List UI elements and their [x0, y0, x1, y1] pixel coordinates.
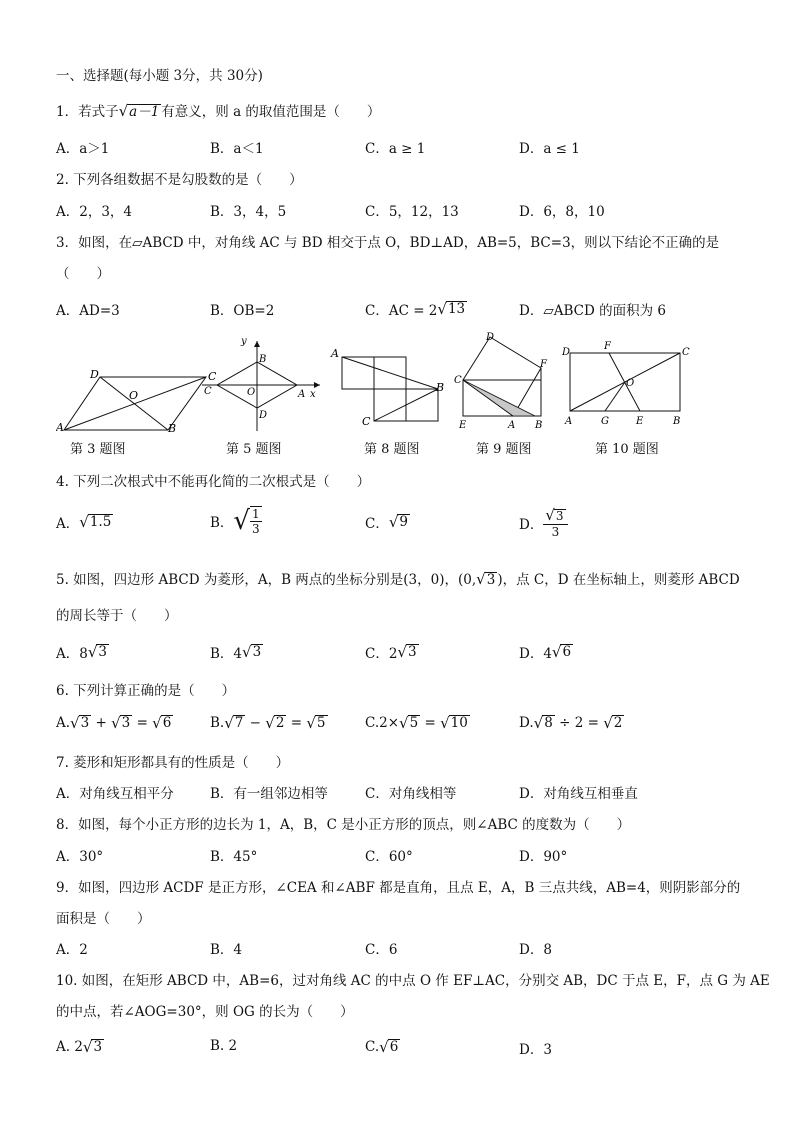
- radicand: 3: [80, 715, 90, 732]
- denominator: 3: [551, 525, 560, 539]
- q2-options: [56, 200, 736, 224]
- operator: +: [95, 715, 107, 731]
- q5-option-b[interactable]: [210, 642, 263, 662]
- label-b: B: [535, 420, 543, 431]
- q5-option-d-radicand: 6: [562, 644, 572, 661]
- q7-option-b[interactable]: B．有一组邻边相等: [210, 786, 328, 802]
- q6-option-b[interactable]: [210, 714, 328, 732]
- label-o: O: [129, 389, 139, 402]
- q9-option-b[interactable]: B．4: [210, 942, 243, 958]
- segment-og: [605, 382, 625, 411]
- figure-8-grid: [328, 335, 453, 435]
- sqrt-sign: √: [82, 1038, 93, 1056]
- q4-option-b-fraction: [250, 506, 262, 537]
- equals: =: [290, 715, 303, 731]
- q9-option-d[interactable]: D．8: [519, 942, 552, 958]
- q6-option-c-label: C.: [365, 715, 380, 731]
- caption-fig-9: 第 9 题图: [476, 442, 532, 457]
- q4-option-d-label: D．: [519, 516, 544, 533]
- equals: =: [136, 715, 148, 731]
- q7-option-d[interactable]: D．对角线互相垂直: [519, 786, 638, 802]
- q4-option-a-radicand: 1.5: [89, 514, 112, 531]
- q2-option-d[interactable]: D．6，8，10: [519, 204, 605, 220]
- radicand: 8: [544, 715, 553, 732]
- q4-option-b-label: B．: [210, 515, 234, 532]
- caption-fig-5: 第 5 题图: [226, 442, 282, 457]
- q10-option-c-label: C.: [365, 1039, 380, 1055]
- q10-option-c-radicand: 6: [389, 1039, 399, 1056]
- x-axis-arrow: [314, 382, 320, 388]
- q6-option-c[interactable]: [365, 714, 470, 732]
- sqrt-sign: √: [379, 1038, 389, 1056]
- q1-option-a[interactable]: A．a＞1: [56, 141, 110, 157]
- q5-option-c-label: C．2: [365, 646, 398, 662]
- label-y: y: [241, 336, 247, 347]
- q10-options: [56, 1038, 736, 1062]
- label-a: A: [565, 416, 573, 427]
- sqrt-sign: √: [388, 513, 399, 531]
- q6-option-b-label: B.: [210, 715, 225, 731]
- q4-options: [56, 506, 736, 548]
- q1-radicand: a－1: [129, 104, 160, 120]
- q1-option-d[interactable]: D．a ≤ 1: [519, 141, 580, 157]
- label-b: B: [673, 416, 681, 427]
- label-b: B: [259, 354, 267, 365]
- coefficient: 2×: [379, 715, 400, 731]
- label-c: C: [362, 415, 371, 428]
- q5-option-d[interactable]: [519, 642, 573, 662]
- label-c: C: [454, 375, 462, 386]
- figure-3-parallelogram: [56, 335, 216, 435]
- operator: ÷ 2 =: [559, 715, 599, 731]
- equals: =: [424, 715, 436, 731]
- label-c: C: [682, 347, 690, 358]
- question-3: 3．如图，在▱ABCD 中，对角线 AC 与 BD 相交于点 O，BD⊥AD，AB=5，BC=3，则以下结论不正确的是: [56, 235, 720, 251]
- sqrt-sign: √: [440, 714, 450, 732]
- q5-point-b-close: ): [497, 572, 503, 588]
- sqrt-sign: √: [79, 513, 89, 531]
- q1-stem-pre: 1．若式子: [56, 104, 119, 120]
- numerator: 1: [252, 507, 260, 521]
- figure-9-square: [453, 330, 553, 435]
- q9-options: [56, 938, 736, 962]
- q7-option-a[interactable]: A．对角线互相平分: [56, 786, 174, 802]
- diagonal-ac: [64, 377, 206, 430]
- label-g: G: [601, 416, 609, 427]
- q3-option-c-text: C．AC = 2: [365, 303, 438, 319]
- label-e: E: [636, 416, 644, 427]
- label-a: A: [331, 347, 339, 360]
- q2-option-c[interactable]: C．5，12，13: [365, 204, 459, 220]
- label-d: D: [486, 332, 495, 343]
- sqrt-sign: √: [306, 714, 316, 732]
- caption-fig-10: 第 10 题图: [595, 442, 659, 457]
- denominator: 3: [252, 522, 260, 537]
- q5-point-b-open: (0,: [458, 572, 477, 588]
- q10-option-c[interactable]: [365, 1038, 400, 1056]
- question-9-line-2: 面积是（ ）: [56, 911, 151, 927]
- q5-option-b-radicand: 3: [252, 644, 262, 661]
- sqrt-sign: √: [70, 714, 80, 732]
- label-c: C: [204, 386, 212, 397]
- q1-options: [56, 137, 736, 161]
- q4-option-a[interactable]: [56, 512, 113, 532]
- q1-option-b[interactable]: B．a＜1: [210, 141, 264, 157]
- sqrt-sign: √: [551, 643, 562, 661]
- q8-options: [56, 845, 736, 869]
- label-x: x: [310, 389, 316, 400]
- q3-option-b[interactable]: B．OB=2: [210, 303, 275, 319]
- q5-option-c-radicand: 3: [407, 644, 417, 661]
- radicand: 2: [613, 715, 623, 732]
- q8-option-b[interactable]: B．45°: [210, 849, 258, 865]
- label-o: O: [247, 387, 256, 398]
- radicand: 2: [275, 715, 285, 732]
- radicand: 6: [162, 715, 172, 732]
- question-7: 7. 菱形和矩形都具有的性质是（ ）: [56, 755, 290, 771]
- q5-option-d-label: D．4: [519, 646, 552, 662]
- operator: −: [249, 715, 261, 731]
- q2-option-a[interactable]: A．2，3，4: [56, 204, 133, 220]
- diagonal-bd: [100, 377, 168, 430]
- q6-option-a[interactable]: [56, 714, 173, 732]
- q10-option-a-radicand: 3: [93, 1039, 103, 1056]
- q5-option-c[interactable]: [365, 642, 419, 662]
- q5-option-b-label: B．4: [210, 646, 243, 662]
- q7-option-c[interactable]: C．对角线相等: [365, 786, 457, 802]
- q5-options: [56, 642, 736, 666]
- question-9: 9．如图，四边形 ACDF 是正方形，∠CEA 和∠ABF 都是直角，且点 E，A，B 三点共线，AB=4，则阴影部分的: [56, 880, 741, 896]
- label-e: E: [459, 420, 467, 431]
- label-d: D: [90, 368, 99, 381]
- y-axis-arrow: [254, 341, 260, 347]
- q8-option-c[interactable]: C．60°: [365, 849, 413, 865]
- sqrt-sign: √: [533, 714, 544, 732]
- question-4: 4. 下列二次根式中不能再化简的二次根式是（ ）: [56, 474, 371, 490]
- q6-option-a-label: A.: [56, 715, 71, 731]
- grid-square: [374, 389, 406, 421]
- q4-option-a-label: A．: [56, 516, 80, 532]
- numerator: [543, 506, 567, 525]
- label-f: F: [540, 359, 547, 370]
- q3-option-c-radicand: 13: [447, 301, 466, 318]
- q9-option-c[interactable]: C．6: [365, 942, 398, 958]
- caption-fig-8: 第 8 题图: [364, 442, 420, 457]
- radicand: 5: [316, 715, 326, 732]
- sqrt-sign: √: [152, 714, 162, 732]
- section-title: 一、选择题(每小题 3分，共 30分): [56, 68, 263, 84]
- q4-option-d[interactable]: [519, 506, 568, 539]
- label-b: B: [168, 422, 177, 435]
- question-3-bracket: （ ）: [56, 266, 110, 282]
- q3-option-c[interactable]: [365, 299, 467, 319]
- question-10: 10. 如图，在矩形 ABCD 中，AB=6，过对角线 AC 的中点 O 作 EF⊥AC，分别交 AB，DC 于点 E，F，点 G 为 AE: [56, 973, 770, 989]
- question-1: [56, 100, 380, 120]
- label-d: D: [259, 410, 268, 421]
- q8-option-d[interactable]: D．90°: [519, 849, 568, 865]
- q1-option-c[interactable]: C．a ≥ 1: [365, 141, 426, 157]
- label-o: O: [626, 378, 635, 389]
- caption-fig-3: 第 3 题图: [70, 442, 126, 457]
- sqrt-sign: √: [111, 714, 121, 732]
- label-d: D: [562, 347, 571, 358]
- figure-5-rhombus: [198, 335, 328, 435]
- label-a: A: [508, 420, 516, 431]
- radicand: 3: [121, 715, 131, 732]
- question-5: [56, 568, 740, 588]
- sqrt-sign: √: [399, 714, 409, 732]
- q5-option-a[interactable]: [56, 642, 109, 662]
- q4-option-c[interactable]: [365, 512, 410, 532]
- q5-stem-a: 5. 如图，四边形 ABCD 为菱形，A，B 两点的坐标分别是(3，0)，: [56, 572, 459, 588]
- q5-option-a-radicand: 3: [98, 644, 107, 661]
- q4-option-b[interactable]: [210, 506, 262, 537]
- radicand: 7: [234, 715, 244, 732]
- outer-rectangle: [463, 380, 541, 416]
- question-8: 8．如图，每个小正方形的边长为 1，A，B，C 是小正方形的顶点，则∠ABC 的度数为（ ）: [56, 817, 631, 833]
- q3-option-a[interactable]: A．AD=3: [56, 303, 120, 319]
- question-10-line-2: 的中点，若∠AOG=30°，则 OG 的长为（ ）: [56, 1004, 354, 1020]
- sqrt-sign: √: [476, 570, 486, 588]
- question-2: 2. 下列各组数据不是勾股数的是（ ）: [56, 172, 303, 188]
- q10-option-b[interactable]: B. 2: [210, 1038, 238, 1054]
- grid-square: [342, 357, 374, 389]
- sqrt-sign: √: [87, 643, 98, 661]
- label-a: A: [298, 389, 306, 400]
- label-f: F: [604, 341, 611, 352]
- label-b: B: [436, 381, 445, 394]
- q10-option-d[interactable]: D．3: [519, 1042, 552, 1058]
- shaded-region: [463, 380, 535, 416]
- q3-option-d[interactable]: D．▱ABCD 的面积为 6: [519, 303, 666, 319]
- sqrt-sign: √: [242, 643, 252, 661]
- q6-option-d-label: D.: [519, 715, 534, 731]
- segment-ab: [342, 357, 438, 389]
- q10-option-a-label: A. 2: [56, 1039, 83, 1055]
- sqrt-sign: √: [265, 714, 275, 732]
- sqrt-sign: √: [224, 714, 234, 732]
- sqrt-sign: √: [397, 643, 407, 661]
- grid-square: [406, 389, 438, 421]
- sqrt-sign: √: [545, 506, 555, 524]
- figure-10-rectangle: [560, 335, 690, 435]
- q5-stem-b: ，点 C，D 在坐标轴上，则菱形 ABCD: [502, 572, 740, 588]
- sqrt-sign: √: [437, 300, 447, 318]
- q4-option-d-fraction: [543, 506, 567, 539]
- numerator-radicand: 3: [555, 509, 564, 523]
- sqrt-sign: √: [118, 102, 129, 120]
- q3-options: [56, 299, 736, 323]
- q1-stem-post: 有意义，则 a 的取值范围是（ ）: [161, 104, 381, 120]
- q2-option-b[interactable]: B．3，4，5: [210, 204, 287, 220]
- q10-option-a[interactable]: [56, 1038, 104, 1056]
- label-a: A: [56, 421, 64, 434]
- sqrt-sign: √: [233, 506, 250, 537]
- q8-option-a[interactable]: A．30°: [56, 849, 104, 865]
- radicand: 5: [409, 715, 419, 732]
- question-5-line-2: 的周长等于（ ）: [56, 608, 178, 624]
- sqrt-sign: √: [603, 714, 613, 732]
- q5-point-b-radicand: 3: [486, 572, 496, 588]
- question-6: 6. 下列计算正确的是（ ）: [56, 683, 236, 699]
- q4-option-c-label: C．: [365, 516, 389, 532]
- radicand: 10: [450, 715, 468, 732]
- q6-options: [56, 714, 736, 738]
- q7-options: [56, 782, 736, 806]
- q5-option-a-label: A．8: [56, 646, 88, 662]
- q9-option-a[interactable]: A．2: [56, 942, 88, 958]
- label-c: C: [208, 370, 216, 383]
- q6-option-d[interactable]: [519, 714, 624, 732]
- q4-option-c-radicand: 9: [399, 514, 408, 531]
